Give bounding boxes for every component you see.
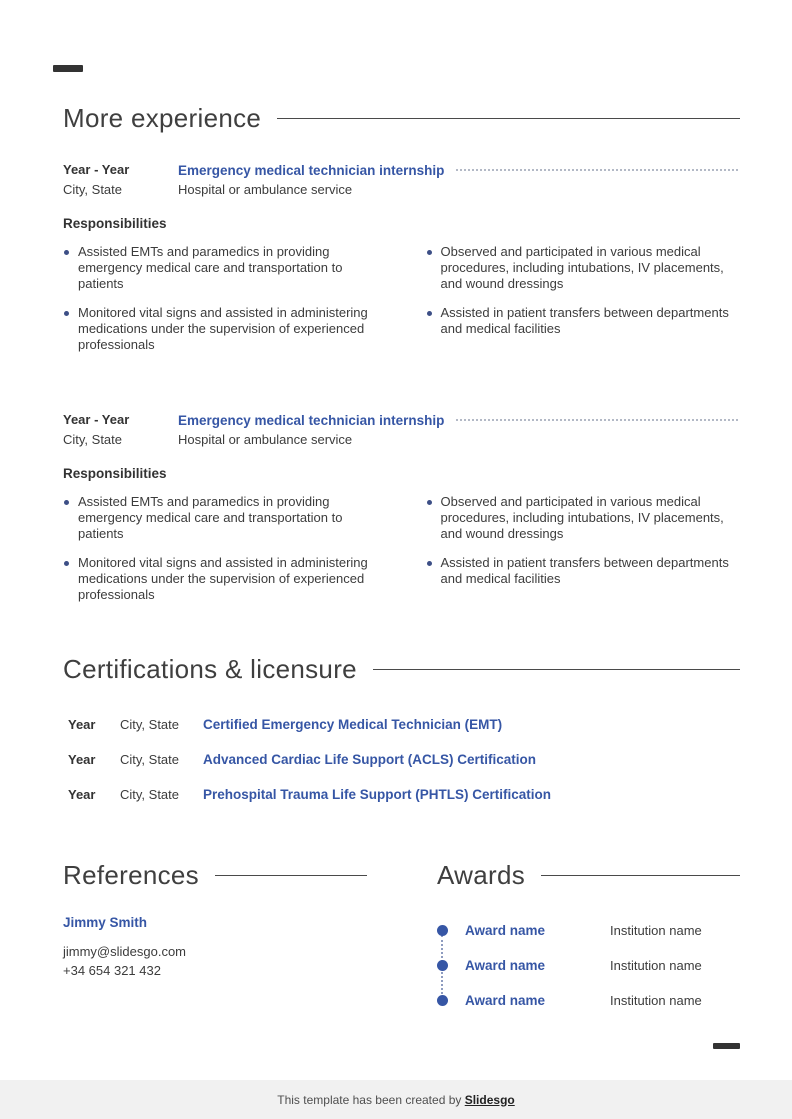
responsibilities-label: Responsibilities: [63, 216, 167, 231]
reference-contact-name: Jimmy Smith: [63, 915, 148, 930]
certification-location: City, State: [120, 717, 180, 732]
experience-organization: Hospital or ambulance service: [178, 182, 353, 197]
heading-rule: [277, 118, 740, 119]
certification-name: Certified Emergency Medical Technician (EMT): [203, 717, 503, 732]
experience-period: Year - Year: [63, 162, 130, 177]
award-institution: Institution name: [610, 923, 702, 938]
awards-heading-row: [437, 860, 740, 891]
slidesgo-link[interactable]: Slidesgo: [464, 1092, 515, 1107]
responsibility-item: Monitored vital signs and assisted in administering medications under the supervision of experienced professionals: [63, 555, 378, 603]
award-bullet-icon: [437, 925, 448, 936]
responsibility-item: Assisted in patient transfers between departments and medical facilities: [426, 555, 741, 587]
footer-bar: [0, 1080, 792, 1119]
heading-rule: [541, 875, 740, 876]
award-row: [437, 921, 740, 940]
responsibility-item: Monitored vital signs and assisted in administering medications under the supervision of experienced professionals: [63, 305, 378, 353]
bullets-right-column: [426, 244, 741, 366]
bottom-two-column-area: [63, 860, 740, 1026]
certification-location: City, State: [120, 752, 180, 767]
top-dash-decoration: [53, 65, 83, 72]
experience-entry-header: [63, 160, 740, 200]
section-awards: [437, 860, 740, 1026]
certifications-heading-row: [63, 654, 740, 685]
responsibility-item: Observed and participated in various medical procedures, including intubations, IV placements, and wound dressings: [426, 244, 741, 292]
responsibility-item: Assisted EMTs and paramedics in providing emergency medical care and transportation to patients: [63, 494, 378, 542]
reference-email: jimmy@slidesgo.com: [63, 944, 186, 959]
certification-row: [63, 750, 740, 769]
section-more-experience: [63, 103, 740, 616]
award-bullet-icon: [437, 960, 448, 971]
experience-entry-header: [63, 410, 740, 450]
section-certifications: [63, 654, 740, 820]
award-name: Award name: [465, 993, 546, 1008]
responsibility-item: Assisted EMTs and paramedics in providing emergency medical care and transportation to patients: [63, 244, 378, 292]
heading-rule: [373, 669, 740, 670]
certification-location: City, State: [120, 787, 180, 802]
experience-title-row: [178, 410, 740, 430]
experience-entry: [63, 160, 740, 366]
experience-position-title: Emergency medical technician internship: [178, 162, 445, 178]
responsibilities-bullets: [63, 494, 740, 616]
heading-rule: [215, 875, 367, 876]
reference-phone: +34 654 321 432: [63, 963, 161, 978]
bullets-left-column: [63, 244, 378, 366]
responsibilities-bullets: [63, 244, 740, 366]
dotted-leader: [456, 169, 738, 171]
awards-heading: Awards: [437, 860, 526, 890]
experience-organization: Hospital or ambulance service: [178, 432, 353, 447]
responsibility-item: Observed and participated in various medical procedures, including intubations, IV placements, and wound dressings: [426, 494, 741, 542]
experience-period: Year - Year: [63, 412, 130, 427]
dotted-leader: [456, 419, 738, 421]
award-name: Award name: [465, 923, 546, 938]
award-bullet-icon: [437, 995, 448, 1006]
bullets-left-column: [63, 494, 378, 616]
certifications-list: [63, 715, 740, 804]
awards-list: [437, 921, 740, 1010]
more-experience-heading-row: [63, 103, 740, 134]
experience-location: City, State: [63, 432, 123, 447]
references-heading-row: [63, 860, 367, 891]
certifications-heading: Certifications & licensure: [63, 654, 357, 684]
responsibility-item: Assisted in patient transfers between departments and medical facilities: [426, 305, 741, 337]
experience-position-title: Emergency medical technician internship: [178, 412, 445, 428]
certification-year: Year: [68, 787, 96, 802]
footer-credit-prefix: This template has been created by: [277, 1092, 462, 1107]
certification-year: Year: [68, 717, 96, 732]
award-institution: Institution name: [610, 958, 702, 973]
experience-location: City, State: [63, 182, 123, 197]
certification-row: [63, 785, 740, 804]
references-heading: References: [63, 860, 199, 890]
reference-contact-details: [63, 942, 367, 980]
bullets-right-column: [426, 494, 741, 616]
certification-year: Year: [68, 752, 96, 767]
more-experience-heading: More experience: [63, 103, 262, 133]
experience-entry: [63, 410, 740, 616]
certification-name: Advanced Cardiac Life Support (ACLS) Certification: [203, 752, 537, 767]
certification-name: Prehospital Trauma Life Support (PHTLS) Certification: [203, 787, 552, 802]
section-references: [63, 860, 367, 1026]
experience-title-row: [178, 160, 740, 180]
award-name: Award name: [465, 958, 546, 973]
award-institution: Institution name: [610, 993, 702, 1008]
footer-credit-text: [277, 1093, 514, 1107]
award-row: [437, 991, 740, 1010]
bottom-dash-decoration: [713, 1043, 740, 1049]
responsibilities-label: Responsibilities: [63, 466, 167, 481]
certification-row: [63, 715, 740, 734]
award-row: [437, 956, 740, 975]
